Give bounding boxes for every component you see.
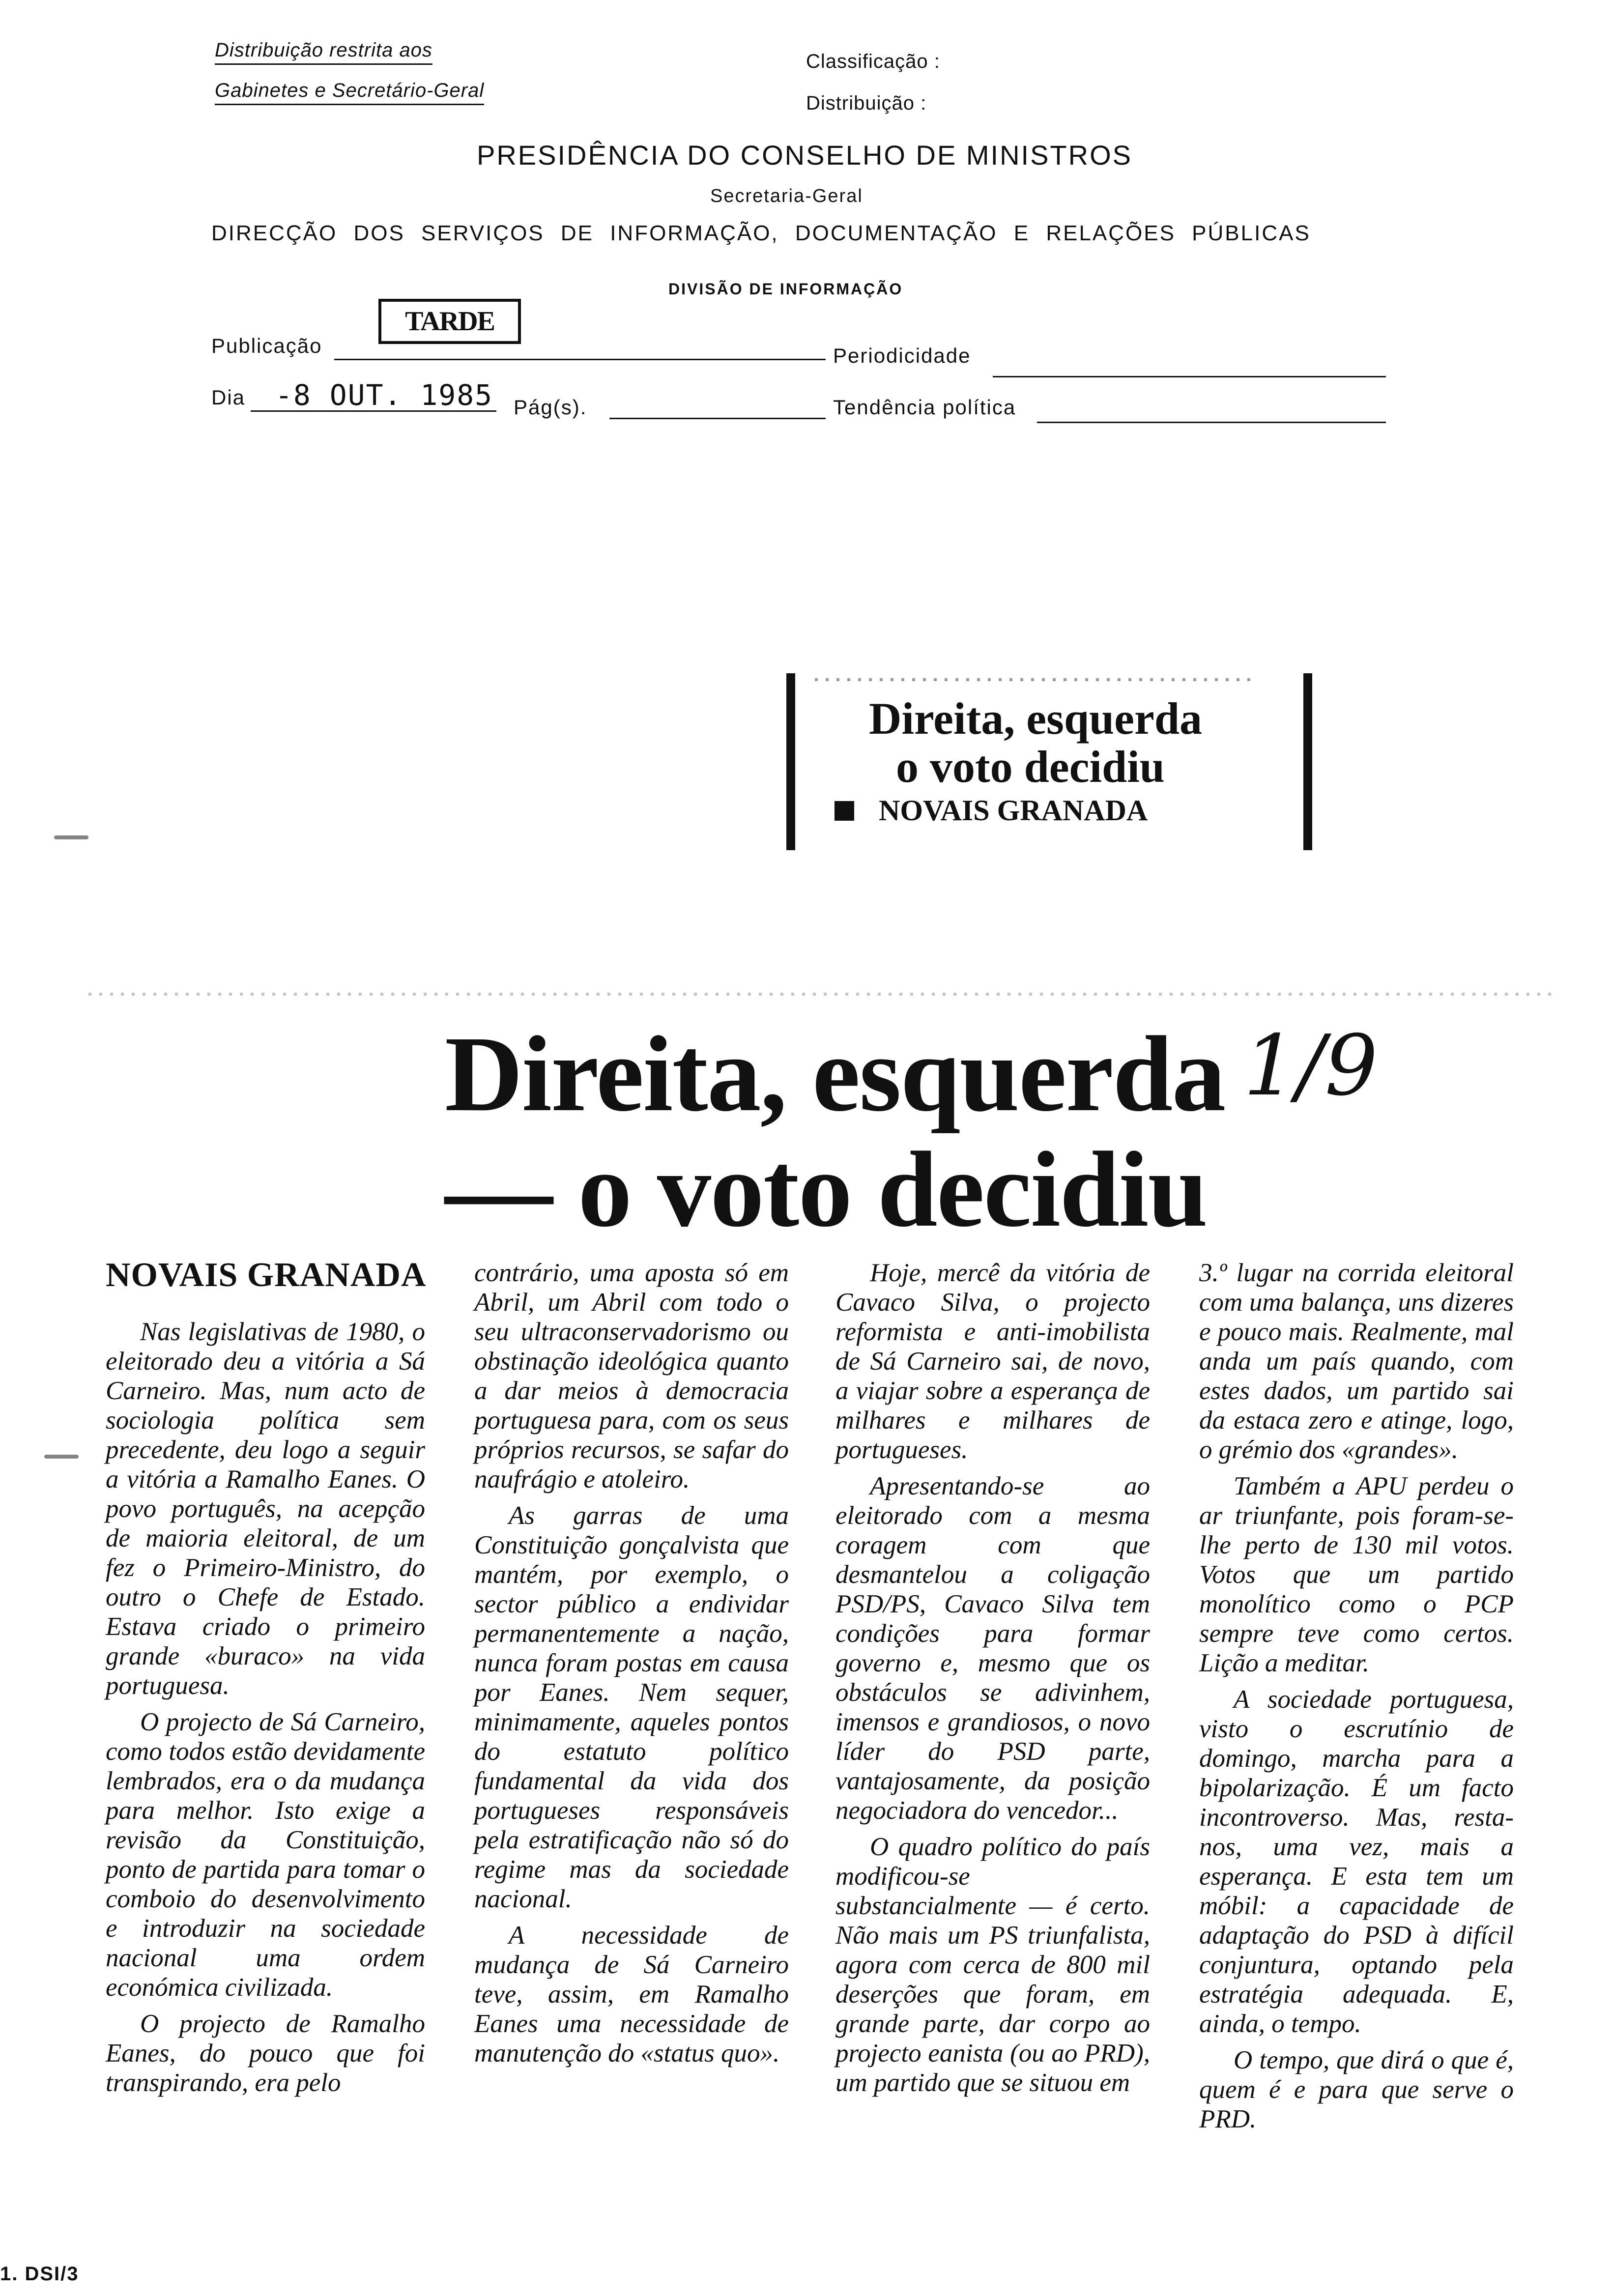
clipping-title-line2: o voto decidiu <box>896 742 1165 792</box>
headline-line2: — o voto decidiu <box>445 1129 1207 1249</box>
paragraph: O quadro político do país modificou-se substancialmente — é certo. Não mais um PS triunfalista, agora com cerca de 800 mil deserções que foram, em grande parte, dar corpo ao projecto eanista (ou ao PRD), um partido que se situou em <box>835 1833 1150 2097</box>
clipping-author: NOVAIS GRANADA <box>879 794 1148 827</box>
article-byline: NOVAIS GRANADA <box>106 1256 427 1294</box>
ministry-title: PRESIDÊNCIA DO CONSELHO DE MINISTROS <box>477 140 1132 171</box>
scan-mark <box>44 1455 79 1459</box>
distribution-restriction-line2: Gabinetes e Secretário-Geral <box>215 80 484 105</box>
print-smudge-row <box>88 993 1553 996</box>
article-column-2 <box>474 1258 789 2075</box>
paragraph: As garras de uma Constituição gonçalvista que mantém, por exemplo, o sector público a endividar permanentemente a nação, nunca foram postas em causa por Eanes. Nem sequer, minimamente, aqueles pontos do estatuto político fundamental da vida dos portugueses responsáveis pela estratificação não só do regime mas da sociedade nacional. <box>474 1501 789 1913</box>
publication-stamp: TARDE <box>378 299 521 344</box>
clipping-title-line1: Direita, esquerda <box>869 693 1203 744</box>
paragraph: O projecto de Ramalho Eanes, do pouco que foi transpirando, era pelo <box>106 2009 425 2097</box>
paragraph: Hoje, mercê da vitória de Cavaco Silva, o projecto reformista e anti-imobilista de Sá Carneiro sai, de novo, a viajar sobre a esperança de milhares e milhares de portugueses. <box>835 1259 1150 1464</box>
handwritten-page-note: 1/9 <box>1243 1017 1378 1115</box>
bullet-square-icon <box>835 801 854 821</box>
pages-line <box>609 418 826 419</box>
secretariat-title: Secretaria-Geral <box>710 186 863 206</box>
publication-line <box>334 359 826 360</box>
tendency-label: Tendência política <box>833 396 1016 419</box>
tendency-line <box>1037 422 1386 423</box>
classification-label: Classificação : <box>806 51 940 72</box>
paragraph: contrário, uma aposta só em Abril, um Abril com todo o seu ultraconservadorismo ou obstinação ideológica quanto a dar meios à democracia portuguesa para, com os seus próprios recursos, se safar do naufrágio e atoleiro. <box>474 1259 789 1493</box>
article-column-4 <box>1199 1258 1514 2141</box>
article-column-3 <box>835 1258 1150 2104</box>
paragraph: O projecto de Sá Carneiro, como todos estão devidamente lembrados, era o da mudança para melhor. Isto exige a revisão da Constituição, ponto de partida para tomar o comboio do desenvolvimento e introduzir na sociedade nacional uma ordem económica civilizada. <box>106 1708 425 2002</box>
clipping-header-box <box>786 673 1312 850</box>
form-code: 1. DSI/3 <box>0 2263 79 2285</box>
date-stamp: -8 OUT. 1985 <box>275 378 493 412</box>
print-smudge <box>815 678 1257 681</box>
directorate-title: DIRECÇÃO DOS SERVIÇOS DE INFORMAÇÃO, DOCUMENTAÇÃO E RELAÇÕES PÚBLICAS <box>211 221 1311 245</box>
publication-label: Publicação <box>211 334 322 357</box>
paragraph: Nas legislativas de 1980, o eleitorado deu a vitória a Sá Carneiro. Mas, num acto de sociologia política sem precedente, deu logo a seguir a vitória a Ramalho Eanes. O povo português, na acepção de maioria eleitoral, de um fez o Primeiro-Ministro, do outro o Chefe de Estado. Estava criado o primeiro grande «buraco» na vida portuguesa. <box>106 1318 425 1700</box>
paragraph: 3.º lugar na corrida eleitoral com uma balança, uns dizeres e pouco mais. Realmente, mal anda um país quando, com estes dados, um partido sai da estaca zero e atinge, logo, o grémio dos «grandes». <box>1199 1259 1514 1464</box>
paragraph: A necessidade de mudança de Sá Carneiro teve, assim, em Ramalho Eanes uma necessidade de manutenção do «status quo». <box>474 1921 789 2067</box>
scan-mark <box>54 835 88 839</box>
periodicity-line <box>993 376 1386 377</box>
distribution-restriction-line1: Distribuição restrita aos <box>215 39 432 65</box>
pages-label: Pág(s). <box>514 396 587 419</box>
paragraph: A sociedade portuguesa, visto o escrutínio de domingo, marcha para a bipolarização. É um facto incontroverso. Mas, resta-nos, uma vez, mais a esperança. E esta tem um móbil: a capacidade de adaptação do PSD à difícil conjuntura, optando pela estratégia adequada. E, ainda, o tempo. <box>1199 1685 1514 2038</box>
paragraph: Também a APU perdeu o ar triunfante, pois foram-se-lhe perto de 130 mil votos. Votos que um partido monolítico como o PCP sempre teve como certos. Lição a meditar. <box>1199 1472 1514 1677</box>
paragraph: O tempo, que dirá o que é, quem é e para que serve o PRD. <box>1199 2046 1514 2133</box>
division-title: DIVISÃO DE INFORMAÇÃO <box>668 280 903 298</box>
day-label: Dia <box>211 386 246 409</box>
paragraph: Apresentando-se ao eleitorado com a mesma coragem com que desmantelou a coligação PSD/PS, Cavaco Silva tem condições para formar governo e, mesmo que os obstáculos se adivinhem, imensos e grandiosos, o novo líder do PSD parte, vantajosamente, da posição negociadora do vencedor... <box>835 1472 1150 1825</box>
periodicity-label: Periodicidade <box>833 344 971 367</box>
distribution-label: Distribuição : <box>806 92 927 114</box>
headline-line1: Direita, esquerda <box>445 1014 1225 1134</box>
article-column-1 <box>106 1317 425 2104</box>
